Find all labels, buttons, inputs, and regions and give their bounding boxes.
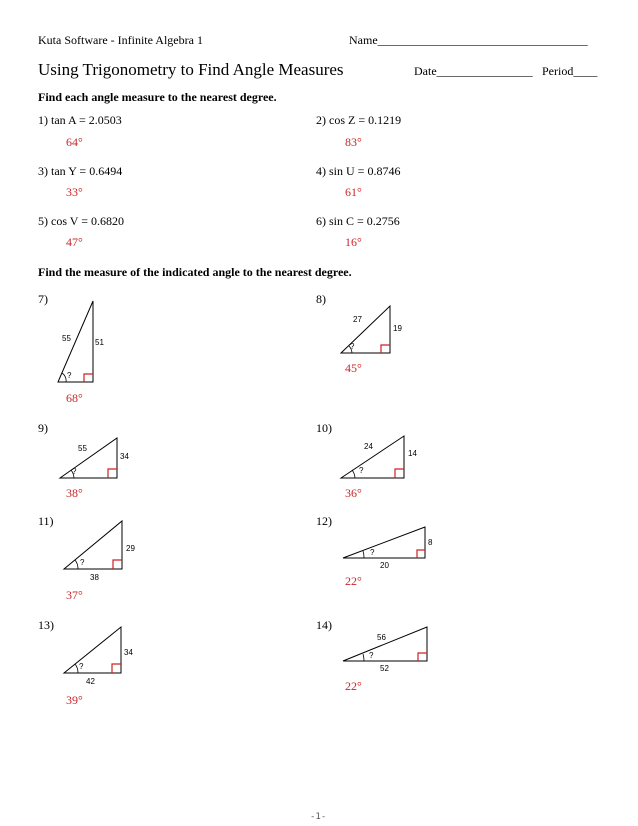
tri12-angle-label: ?	[370, 548, 375, 557]
answer-5: 47°	[66, 235, 83, 249]
tri11-base-label: 38	[90, 573, 99, 582]
tri9-angle-label: ?	[72, 467, 77, 476]
tri11-side-label: 29	[126, 544, 135, 553]
tri8-angle-label: ?	[350, 342, 355, 351]
tri7-hyp-label: 55	[62, 334, 71, 343]
problem-2: 2) cos Z = 0.1219	[316, 113, 402, 127]
tri10-angle-label: ?	[359, 466, 364, 475]
tri11-angle-label: ?	[80, 558, 85, 567]
problem-12-number: 12)	[316, 514, 332, 528]
problem-10-number: 10)	[316, 421, 332, 435]
period-label: Period	[542, 64, 574, 78]
answer-9: 38°	[66, 486, 83, 500]
tri9-side-label: 34	[120, 452, 129, 461]
date-label: Date	[414, 64, 437, 78]
answer-13: 39°	[66, 693, 83, 707]
triangle-12	[343, 527, 433, 570]
tri12-side-label: 8	[428, 538, 433, 547]
tri7-side-label: 51	[95, 338, 104, 347]
date-line: ________________	[436, 64, 533, 78]
problem-8-number: 8)	[316, 292, 326, 306]
problem-5: 5) cos V = 0.6820	[38, 214, 124, 228]
name-line: ___________________________________	[377, 33, 588, 47]
triangle-9	[60, 438, 129, 478]
triangle-7	[58, 301, 104, 382]
problem-1: 1) tan A = 2.0503	[38, 113, 122, 127]
problem-3: 3) tan Y = 0.6494	[38, 164, 123, 178]
tri13-base-label: 42	[86, 677, 95, 686]
tri8-side-label: 19	[393, 324, 402, 333]
page-title: Using Trigonometry to Find Angle Measures	[38, 60, 344, 79]
problem-13-number: 13)	[38, 618, 54, 632]
tri10-side-label: 14	[408, 449, 417, 458]
answer-12: 22°	[345, 574, 362, 588]
tri9-hyp-label: 55	[78, 444, 87, 453]
answer-6: 16°	[345, 235, 362, 249]
triangle-8	[341, 306, 402, 353]
section2-instruction: Find the measure of the indicated angle to the nearest degree.	[38, 265, 352, 279]
page-number: -1-	[310, 812, 327, 822]
answer-14: 22°	[345, 679, 362, 693]
answer-4: 61°	[345, 185, 362, 199]
answer-10: 36°	[345, 486, 362, 500]
problem-9-number: 9)	[38, 421, 48, 435]
problem-14-number: 14)	[316, 618, 332, 632]
software-credit: Kuta Software - Infinite Algebra 1	[38, 33, 203, 47]
name-label: Name	[349, 33, 378, 47]
answer-7: 68°	[66, 391, 83, 405]
tri13-angle-label: ?	[79, 662, 84, 671]
problem-7-number: 7)	[38, 292, 48, 306]
answer-8: 45°	[345, 361, 362, 375]
triangle-13	[64, 627, 133, 686]
triangle-10	[341, 436, 417, 478]
tri14-angle-label: ?	[369, 651, 374, 660]
triangle-11	[64, 521, 135, 582]
tri12-base-label: 20	[380, 561, 389, 570]
period-line: ____	[573, 64, 598, 78]
answer-1: 64°	[66, 135, 83, 149]
problem-11-number: 11)	[38, 514, 54, 528]
tri8-hyp-label: 27	[353, 315, 362, 324]
answer-3: 33°	[66, 185, 83, 199]
tri13-side-label: 34	[124, 648, 133, 657]
problem-6: 6) sin C = 0.2756	[316, 214, 400, 228]
tri7-angle-label: ?	[67, 371, 72, 380]
section1-instruction: Find each angle measure to the nearest degree.	[38, 90, 277, 104]
problem-4: 4) sin U = 0.8746	[316, 164, 401, 178]
tri14-hyp-label: 56	[377, 633, 386, 642]
answer-2: 83°	[345, 135, 362, 149]
tri10-hyp-label: 24	[364, 442, 373, 451]
tri14-base-label: 52	[380, 664, 389, 673]
answer-11: 37°	[66, 588, 83, 602]
triangle-14	[343, 627, 427, 673]
